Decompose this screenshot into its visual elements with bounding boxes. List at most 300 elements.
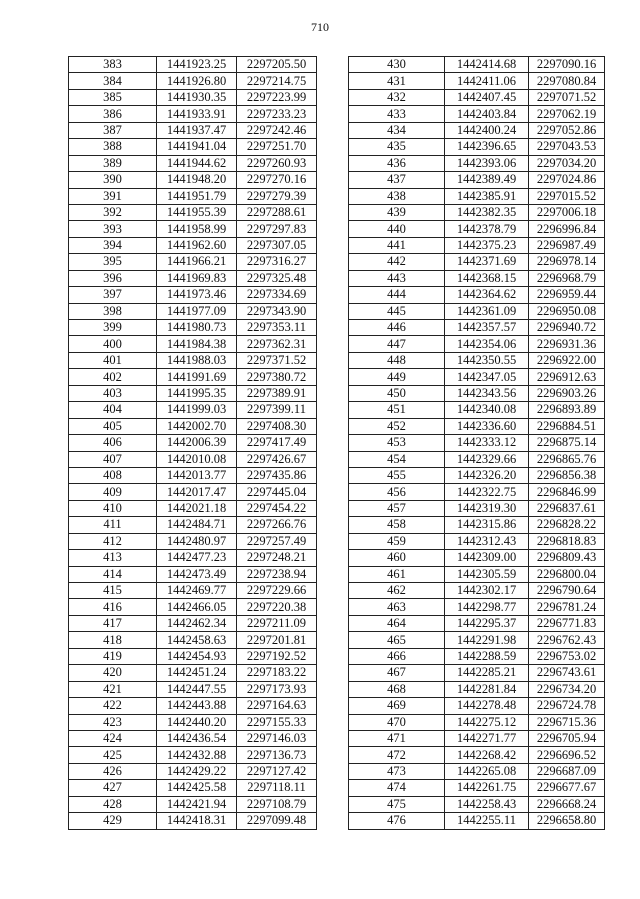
table-row [349, 336, 605, 352]
coordinate-table-right [348, 56, 605, 830]
coordinate-y-cell: 2297248.21 [237, 550, 317, 566]
table-row [349, 813, 605, 829]
coordinate-y-cell: 2297211.09 [237, 615, 317, 631]
coordinate-y-cell: 2296696.52 [529, 747, 605, 763]
table-row [349, 418, 605, 434]
table-row [69, 665, 317, 681]
point-number-cell: 395 [69, 254, 157, 270]
table-row [349, 106, 605, 122]
point-number-cell: 448 [349, 352, 445, 368]
coordinate-y-cell: 2297325.48 [237, 270, 317, 286]
coordinate-y-cell: 2297343.90 [237, 303, 317, 319]
table-row [69, 402, 317, 418]
point-number-cell: 384 [69, 73, 157, 89]
table-row [69, 139, 317, 155]
table-row [69, 270, 317, 286]
coordinate-y-cell: 2296912.63 [529, 369, 605, 385]
coordinate-x-cell: 1441988.03 [157, 352, 237, 368]
point-number-cell: 473 [349, 763, 445, 779]
coordinate-x-cell: 1442375.23 [445, 237, 529, 253]
coordinate-y-cell: 2297417.49 [237, 435, 317, 451]
point-number-cell: 456 [349, 484, 445, 500]
coordinate-x-cell: 1442451.24 [157, 665, 237, 681]
coordinate-y-cell: 2297435.86 [237, 467, 317, 483]
table-row [69, 336, 317, 352]
table-row [349, 550, 605, 566]
point-number-cell: 402 [69, 369, 157, 385]
point-number-cell: 399 [69, 320, 157, 336]
coordinate-x-cell: 1442421.94 [157, 796, 237, 812]
table-row [69, 221, 317, 237]
coordinate-x-cell: 1442268.42 [445, 747, 529, 763]
coordinate-y-cell: 2296809.43 [529, 550, 605, 566]
coordinate-x-cell: 1442368.15 [445, 270, 529, 286]
coordinate-x-cell: 1442396.65 [445, 139, 529, 155]
point-number-cell: 393 [69, 221, 157, 237]
table-row [349, 467, 605, 483]
point-number-cell: 408 [69, 467, 157, 483]
coordinate-y-cell: 2297445.04 [237, 484, 317, 500]
point-number-cell: 438 [349, 188, 445, 204]
point-number-cell: 394 [69, 237, 157, 253]
point-number-cell: 455 [349, 467, 445, 483]
coordinate-x-cell: 1441977.09 [157, 303, 237, 319]
coordinate-x-cell: 1442354.06 [445, 336, 529, 352]
point-number-cell: 440 [349, 221, 445, 237]
point-number-cell: 398 [69, 303, 157, 319]
coordinate-y-cell: 2297426.67 [237, 451, 317, 467]
coordinate-y-cell: 2297205.50 [237, 57, 317, 73]
table-row [69, 385, 317, 401]
coordinate-y-cell: 2297389.91 [237, 385, 317, 401]
coordinate-y-cell: 2296715.36 [529, 714, 605, 730]
point-number-cell: 416 [69, 599, 157, 615]
coordinate-x-cell: 1441951.79 [157, 188, 237, 204]
table-row [69, 632, 317, 648]
coordinate-y-cell: 2297164.63 [237, 698, 317, 714]
point-number-cell: 392 [69, 204, 157, 220]
coordinate-x-cell: 1442340.08 [445, 402, 529, 418]
coordinate-y-cell: 2297108.79 [237, 796, 317, 812]
table-row [349, 270, 605, 286]
point-number-cell: 465 [349, 632, 445, 648]
point-number-cell: 454 [349, 451, 445, 467]
table-row [349, 714, 605, 730]
coordinate-y-cell: 2297080.84 [529, 73, 605, 89]
coordinate-x-cell: 1441962.60 [157, 237, 237, 253]
table-row [349, 796, 605, 812]
coordinate-y-cell: 2297223.99 [237, 89, 317, 105]
point-number-cell: 443 [349, 270, 445, 286]
coordinate-x-cell: 1442361.09 [445, 303, 529, 319]
table-row [69, 89, 317, 105]
table-row [349, 139, 605, 155]
coordinate-y-cell: 2296677.67 [529, 780, 605, 796]
table-row [69, 730, 317, 746]
coordinate-x-cell: 1442329.66 [445, 451, 529, 467]
table-row [349, 435, 605, 451]
coordinate-y-cell: 2297242.46 [237, 122, 317, 138]
table-row [349, 517, 605, 533]
point-number-cell: 445 [349, 303, 445, 319]
table-row [349, 89, 605, 105]
coordinate-x-cell: 1442357.57 [445, 320, 529, 336]
point-number-cell: 383 [69, 57, 157, 73]
coordinate-y-cell: 2297220.38 [237, 599, 317, 615]
table-row [69, 418, 317, 434]
coordinate-x-cell: 1441937.47 [157, 122, 237, 138]
table-row [69, 303, 317, 319]
coordinate-x-cell: 1442291.98 [445, 632, 529, 648]
point-number-cell: 433 [349, 106, 445, 122]
table-row [69, 813, 317, 829]
coordinate-y-cell: 2296875.14 [529, 435, 605, 451]
point-number-cell: 386 [69, 106, 157, 122]
point-number-cell: 474 [349, 780, 445, 796]
coordinate-y-cell: 2296790.64 [529, 583, 605, 599]
table-row [349, 303, 605, 319]
coordinate-x-cell: 1442447.55 [157, 681, 237, 697]
coordinate-y-cell: 2296846.99 [529, 484, 605, 500]
point-number-cell: 437 [349, 172, 445, 188]
coordinate-y-cell: 2297127.42 [237, 763, 317, 779]
coordinate-y-cell: 2296884.51 [529, 418, 605, 434]
coordinate-y-cell: 2297288.61 [237, 204, 317, 220]
coordinate-y-cell: 2297238.94 [237, 566, 317, 582]
point-number-cell: 459 [349, 533, 445, 549]
table-row [349, 369, 605, 385]
table-row [349, 402, 605, 418]
coordinate-y-cell: 2296743.61 [529, 665, 605, 681]
point-number-cell: 434 [349, 122, 445, 138]
coordinate-y-cell: 2296950.08 [529, 303, 605, 319]
coordinate-x-cell: 1442484.71 [157, 517, 237, 533]
point-number-cell: 397 [69, 287, 157, 303]
coordinate-y-cell: 2296996.84 [529, 221, 605, 237]
coordinate-x-cell: 1442275.12 [445, 714, 529, 730]
coordinate-x-cell: 1441926.80 [157, 73, 237, 89]
coordinate-y-cell: 2296753.02 [529, 648, 605, 664]
point-number-cell: 426 [69, 763, 157, 779]
coordinate-x-cell: 1442322.75 [445, 484, 529, 500]
coordinate-x-cell: 1442429.22 [157, 763, 237, 779]
point-number-cell: 421 [69, 681, 157, 697]
table-row [69, 155, 317, 171]
table-row [69, 681, 317, 697]
coordinate-y-cell: 2297146.03 [237, 730, 317, 746]
coordinate-y-cell: 2296771.83 [529, 615, 605, 631]
coordinate-x-cell: 1442326.20 [445, 467, 529, 483]
coordinate-x-cell: 1442333.12 [445, 435, 529, 451]
coordinate-x-cell: 1442350.55 [445, 352, 529, 368]
point-number-cell: 451 [349, 402, 445, 418]
point-number-cell: 458 [349, 517, 445, 533]
coordinate-x-cell: 1442432.88 [157, 747, 237, 763]
coordinate-y-cell: 2296734.20 [529, 681, 605, 697]
point-number-cell: 400 [69, 336, 157, 352]
coordinate-x-cell: 1442403.84 [445, 106, 529, 122]
coordinate-x-cell: 1441991.69 [157, 369, 237, 385]
coordinate-y-cell: 2296781.24 [529, 599, 605, 615]
point-number-cell: 453 [349, 435, 445, 451]
coordinate-x-cell: 1442281.84 [445, 681, 529, 697]
table-row [349, 484, 605, 500]
table-row [349, 188, 605, 204]
table-row [69, 517, 317, 533]
coordinate-x-cell: 1442466.05 [157, 599, 237, 615]
table-row [69, 533, 317, 549]
point-number-cell: 406 [69, 435, 157, 451]
point-number-cell: 436 [349, 155, 445, 171]
coordinate-x-cell: 1441948.20 [157, 172, 237, 188]
table-row [69, 254, 317, 270]
table-row [349, 500, 605, 516]
table-row [69, 714, 317, 730]
point-number-cell: 419 [69, 648, 157, 664]
coordinate-x-cell: 1442295.37 [445, 615, 529, 631]
table-row [349, 73, 605, 89]
point-number-cell: 389 [69, 155, 157, 171]
coordinate-x-cell: 1442013.77 [157, 467, 237, 483]
coordinate-y-cell: 2297371.52 [237, 352, 317, 368]
coordinate-x-cell: 1441955.39 [157, 204, 237, 220]
coordinate-y-cell: 2297052.86 [529, 122, 605, 138]
point-number-cell: 427 [69, 780, 157, 796]
table-row [69, 500, 317, 516]
coordinate-y-cell: 2297214.75 [237, 73, 317, 89]
coordinate-y-cell: 2297316.27 [237, 254, 317, 270]
coordinate-x-cell: 1442312.43 [445, 533, 529, 549]
point-number-cell: 446 [349, 320, 445, 336]
coordinate-y-cell: 2296922.00 [529, 352, 605, 368]
coordinate-y-cell: 2297233.23 [237, 106, 317, 122]
table-row [349, 320, 605, 336]
table-row [349, 780, 605, 796]
table-row [349, 237, 605, 253]
table-row [69, 320, 317, 336]
point-number-cell: 447 [349, 336, 445, 352]
coordinate-y-cell: 2297408.30 [237, 418, 317, 434]
coordinate-y-cell: 2297118.11 [237, 780, 317, 796]
coordinate-x-cell: 1442454.93 [157, 648, 237, 664]
table-row [349, 730, 605, 746]
coordinate-y-cell: 2296800.04 [529, 566, 605, 582]
coordinate-x-cell: 1441958.99 [157, 221, 237, 237]
coordinate-y-cell: 2297251.70 [237, 139, 317, 155]
coordinate-x-cell: 1442382.35 [445, 204, 529, 220]
point-number-cell: 466 [349, 648, 445, 664]
point-number-cell: 424 [69, 730, 157, 746]
coordinate-x-cell: 1442389.49 [445, 172, 529, 188]
table-row [349, 204, 605, 220]
point-number-cell: 452 [349, 418, 445, 434]
table-row [349, 665, 605, 681]
coordinate-x-cell: 1441973.46 [157, 287, 237, 303]
coordinate-y-cell: 2296903.26 [529, 385, 605, 401]
coordinate-x-cell: 1442271.77 [445, 730, 529, 746]
coordinate-x-cell: 1441984.38 [157, 336, 237, 352]
coordinate-x-cell: 1442407.45 [445, 89, 529, 105]
table-row [69, 780, 317, 796]
point-number-cell: 407 [69, 451, 157, 467]
table-row [349, 451, 605, 467]
table-row [349, 155, 605, 171]
coordinate-x-cell: 1441999.03 [157, 402, 237, 418]
coordinate-x-cell: 1442347.05 [445, 369, 529, 385]
coordinate-y-cell: 2296668.24 [529, 796, 605, 812]
point-number-cell: 476 [349, 813, 445, 829]
coordinate-x-cell: 1442319.30 [445, 500, 529, 516]
point-number-cell: 404 [69, 402, 157, 418]
point-number-cell: 415 [69, 583, 157, 599]
coordinate-y-cell: 2297334.69 [237, 287, 317, 303]
coordinate-table-left [68, 56, 317, 830]
coordinate-x-cell: 1442006.39 [157, 435, 237, 451]
coordinate-y-cell: 2296893.89 [529, 402, 605, 418]
coordinate-x-cell: 1442436.54 [157, 730, 237, 746]
coordinate-x-cell: 1442385.91 [445, 188, 529, 204]
point-number-cell: 450 [349, 385, 445, 401]
page-number: 710 [311, 20, 329, 34]
point-number-cell: 444 [349, 287, 445, 303]
coordinate-y-cell: 2296987.49 [529, 237, 605, 253]
coordinate-x-cell: 1442473.49 [157, 566, 237, 582]
point-number-cell: 403 [69, 385, 157, 401]
point-number-cell: 422 [69, 698, 157, 714]
point-number-cell: 410 [69, 500, 157, 516]
coordinate-x-cell: 1442440.20 [157, 714, 237, 730]
coordinate-y-cell: 2296865.76 [529, 451, 605, 467]
point-number-cell: 442 [349, 254, 445, 270]
coordinate-y-cell: 2297380.72 [237, 369, 317, 385]
coordinate-y-cell: 2297307.05 [237, 237, 317, 253]
table-row [349, 599, 605, 615]
point-number-cell: 439 [349, 204, 445, 220]
table-row [69, 648, 317, 664]
coordinate-y-cell: 2297155.33 [237, 714, 317, 730]
coordinate-x-cell: 1442017.47 [157, 484, 237, 500]
coordinate-x-cell: 1442378.79 [445, 221, 529, 237]
coordinate-y-cell: 2297279.39 [237, 188, 317, 204]
point-number-cell: 468 [349, 681, 445, 697]
table-row [349, 583, 605, 599]
coordinate-x-cell: 1441980.73 [157, 320, 237, 336]
coordinate-y-cell: 2296724.78 [529, 698, 605, 714]
coordinate-y-cell: 2297043.53 [529, 139, 605, 155]
table-row [69, 467, 317, 483]
coordinate-y-cell: 2297015.52 [529, 188, 605, 204]
coordinate-y-cell: 2296762.43 [529, 632, 605, 648]
coordinate-y-cell: 2296658.80 [529, 813, 605, 829]
table-row [69, 451, 317, 467]
table-row [349, 122, 605, 138]
coordinate-y-cell: 2296968.79 [529, 270, 605, 286]
point-number-cell: 472 [349, 747, 445, 763]
coordinate-y-cell: 2297173.93 [237, 681, 317, 697]
point-number-cell: 435 [349, 139, 445, 155]
point-number-cell: 391 [69, 188, 157, 204]
point-number-cell: 467 [349, 665, 445, 681]
table-row [349, 57, 605, 73]
coordinate-x-cell: 1442315.86 [445, 517, 529, 533]
point-number-cell: 417 [69, 615, 157, 631]
coordinate-x-cell: 1442393.06 [445, 155, 529, 171]
coordinate-x-cell: 1442462.34 [157, 615, 237, 631]
coordinate-x-cell: 1441995.35 [157, 385, 237, 401]
coordinate-x-cell: 1442265.08 [445, 763, 529, 779]
coordinate-x-cell: 1441923.25 [157, 57, 237, 73]
point-number-cell: 420 [69, 665, 157, 681]
table-row [69, 106, 317, 122]
table-row [69, 287, 317, 303]
table-row [349, 287, 605, 303]
coordinate-x-cell: 1441941.04 [157, 139, 237, 155]
table-row [69, 763, 317, 779]
point-number-cell: 390 [69, 172, 157, 188]
table-row [349, 254, 605, 270]
coordinate-y-cell: 2296818.83 [529, 533, 605, 549]
table-row [349, 533, 605, 549]
point-number-cell: 430 [349, 57, 445, 73]
coordinate-y-cell: 2297192.52 [237, 648, 317, 664]
coordinate-y-cell: 2296940.72 [529, 320, 605, 336]
coordinate-y-cell: 2297034.20 [529, 155, 605, 171]
coordinate-x-cell: 1442371.69 [445, 254, 529, 270]
coordinate-x-cell: 1441966.21 [157, 254, 237, 270]
coordinate-table-right-body [349, 57, 605, 830]
coordinate-y-cell: 2297099.48 [237, 813, 317, 829]
point-number-cell: 423 [69, 714, 157, 730]
coordinate-x-cell: 1442309.00 [445, 550, 529, 566]
coordinate-y-cell: 2297024.86 [529, 172, 605, 188]
point-number-cell: 461 [349, 566, 445, 582]
table-row [349, 763, 605, 779]
point-number-cell: 431 [349, 73, 445, 89]
table-row [69, 615, 317, 631]
table-row [69, 796, 317, 812]
coordinate-y-cell: 2297353.11 [237, 320, 317, 336]
coordinate-x-cell: 1442343.56 [445, 385, 529, 401]
coordinate-x-cell: 1442400.24 [445, 122, 529, 138]
coordinate-x-cell: 1442261.75 [445, 780, 529, 796]
coordinate-x-cell: 1442469.77 [157, 583, 237, 599]
point-number-cell: 428 [69, 796, 157, 812]
point-number-cell: 401 [69, 352, 157, 368]
coordinate-y-cell: 2296828.22 [529, 517, 605, 533]
point-number-cell: 425 [69, 747, 157, 763]
coordinate-y-cell: 2297270.16 [237, 172, 317, 188]
point-number-cell: 414 [69, 566, 157, 582]
coordinate-x-cell: 1442302.17 [445, 583, 529, 599]
point-number-cell: 462 [349, 583, 445, 599]
coordinate-y-cell: 2296959.44 [529, 287, 605, 303]
coordinate-y-cell: 2297399.11 [237, 402, 317, 418]
coordinate-y-cell: 2297229.66 [237, 583, 317, 599]
coordinate-x-cell: 1442278.48 [445, 698, 529, 714]
table-row [349, 566, 605, 582]
coordinate-y-cell: 2296687.09 [529, 763, 605, 779]
coordinate-x-cell: 1442002.70 [157, 418, 237, 434]
point-number-cell: 449 [349, 369, 445, 385]
coordinate-y-cell: 2297183.22 [237, 665, 317, 681]
point-number-cell: 411 [69, 517, 157, 533]
table-row [69, 172, 317, 188]
table-row [349, 681, 605, 697]
point-number-cell: 429 [69, 813, 157, 829]
point-number-cell: 457 [349, 500, 445, 516]
coordinate-y-cell: 2297257.49 [237, 533, 317, 549]
point-number-cell: 463 [349, 599, 445, 615]
